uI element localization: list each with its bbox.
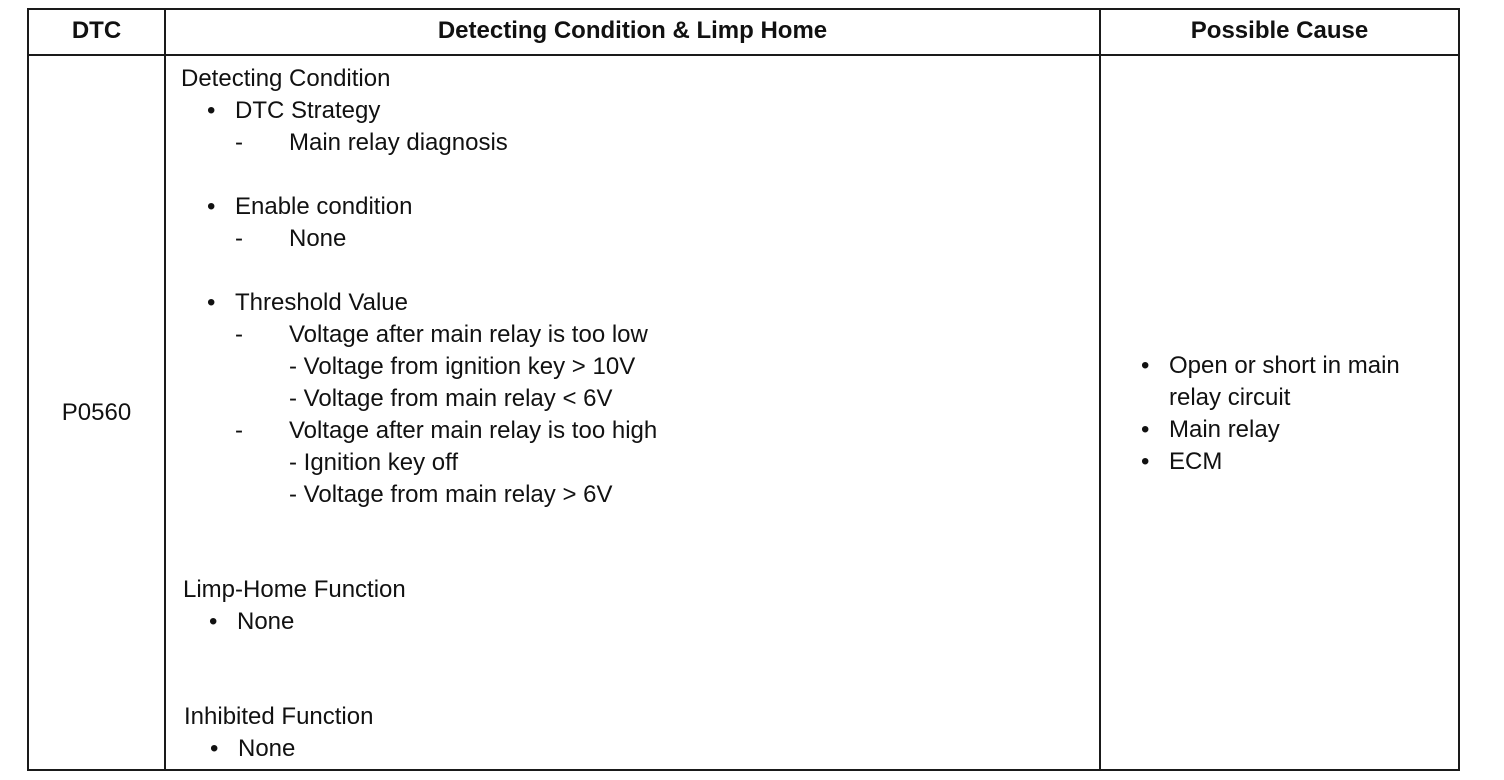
- cause-open-short-line2: relay circuit: [1169, 384, 1291, 411]
- threshold-low-title: - Voltage after main relay is too low: [289, 319, 648, 351]
- cause-open-short-line1: • Open or short in main: [1169, 350, 1400, 382]
- enable-condition-item: - None: [289, 223, 346, 255]
- cause-main-relay: • Main relay: [1169, 414, 1280, 446]
- dtc-strategy-item: - Main relay diagnosis: [289, 127, 508, 159]
- limp-home-item: • None: [237, 606, 294, 638]
- enable-condition-label: • Enable condition: [235, 191, 412, 223]
- threshold-value-label: • Threshold Value: [235, 287, 408, 319]
- threshold-low-sub2: - Voltage from main relay < 6V: [289, 385, 613, 412]
- inhibited-function-item: • None: [238, 733, 295, 765]
- cause-ecm: • ECM: [1169, 446, 1222, 478]
- limp-home-title: Limp-Home Function: [183, 576, 406, 603]
- threshold-high-sub2: - Voltage from main relay > 6V: [289, 481, 613, 508]
- detecting-condition-title: Detecting Condition: [181, 65, 391, 92]
- dtc-strategy-label: • DTC Strategy: [235, 95, 380, 127]
- inhibited-function-title: Inhibited Function: [184, 703, 374, 730]
- header-cause: Possible Cause: [1190, 17, 1369, 44]
- header-condition: Detecting Condition & Limp Home: [437, 17, 828, 44]
- dtc-code-cell: [29, 56, 164, 769]
- column-divider-1: [164, 8, 166, 771]
- column-divider-2: [1099, 8, 1101, 771]
- header-dtc: DTC: [71, 17, 122, 44]
- threshold-high-title: - Voltage after main relay is too high: [289, 415, 657, 447]
- threshold-high-sub1: - Ignition key off: [289, 449, 458, 476]
- dtc-code: P0560: [61, 398, 132, 426]
- header-divider: [27, 54, 1460, 56]
- threshold-low-sub1: - Voltage from ignition key > 10V: [289, 353, 636, 380]
